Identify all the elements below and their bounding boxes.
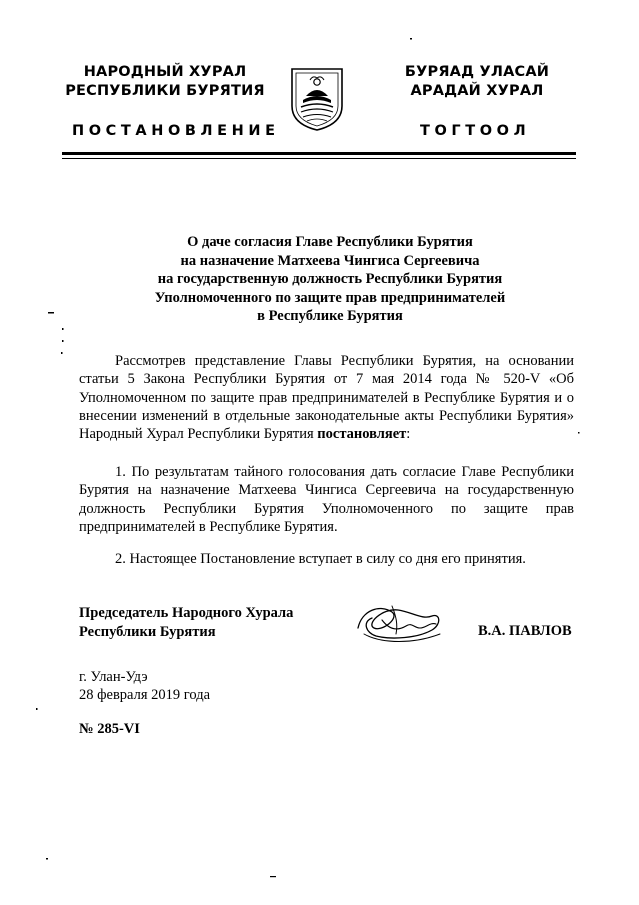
header-right-line-2: АРАДАЙ ХУРАЛ <box>410 83 544 99</box>
signatory-position <box>79 604 293 641</box>
preamble-text: Рассмотрев представление Главы Республики Бурятия, на основании статьи 5 Закона Республики Бурятия от 7 мая 2014 года № 520-V «Об Уполномоченном по защите прав предпринимателей в Республике Бурятия и о внесении изменений в отдельные законодательные акты Республики Бурятия» Народный Хурал Республики Бурятия <box>79 353 574 443</box>
header-divider-thin <box>62 158 576 159</box>
preamble-resolves: постановляет <box>317 426 407 443</box>
preamble-paragraph <box>79 352 574 443</box>
document-title <box>88 233 572 326</box>
header-divider-thick <box>62 152 576 155</box>
signatory-name: В.А. ПАВЛОВ <box>478 623 572 639</box>
issue-date: 28 февраля 2019 года <box>79 687 211 704</box>
title-line-2: на назначение Матхеева Чингиса Сергеевича <box>180 252 480 269</box>
preamble-colon: : <box>406 426 411 443</box>
header-left <box>60 63 270 101</box>
handwritten-signature-icon <box>352 598 446 646</box>
doc-type-right: ТОГТООЛ <box>420 123 531 139</box>
header-right-line-1: БУРЯАД УЛАСАЙ <box>404 64 550 80</box>
header-left-line-2: РЕСПУБЛИКИ БУРЯТИЯ <box>65 83 265 99</box>
doc-type-left: ПОСТАНОВЛЕНИЕ <box>72 123 280 139</box>
header-left-line-1: НАРОДНЫЙ ХУРАЛ <box>83 64 247 80</box>
document-number: № 285-VI <box>79 721 140 737</box>
signatory-position-line-1: Председатель Народного Хурала <box>79 605 294 621</box>
issue-place-date <box>79 668 210 705</box>
header-right <box>392 63 562 101</box>
title-line-3: на государственную должность Республики Бурятия <box>157 271 503 287</box>
title-line-1: О даче согласия Главе Республики Бурятия <box>187 234 473 250</box>
title-line-5: в Республике Бурятия <box>257 308 403 324</box>
issue-place: г. Улан-Удэ <box>79 669 148 685</box>
coat-of-arms-emblem-icon <box>289 66 345 132</box>
title-line-4: Уполномоченного по защите прав предпринимателей <box>154 289 506 306</box>
clause-2-paragraph: 2. Настоящее Постановление вступает в силу со дня его принятия. <box>115 551 526 567</box>
signatory-position-line-2: Республики Бурятия <box>79 623 216 640</box>
clause-1-paragraph: 1. По результатам тайного голосования дать согласие Главе Республики Бурятия на назначение Матхеева Чингиса Сергеевича на государственную должность Республики Бурятия Уполномоченного по защите прав предпринимателей в Республике Бурятия. <box>79 464 574 535</box>
